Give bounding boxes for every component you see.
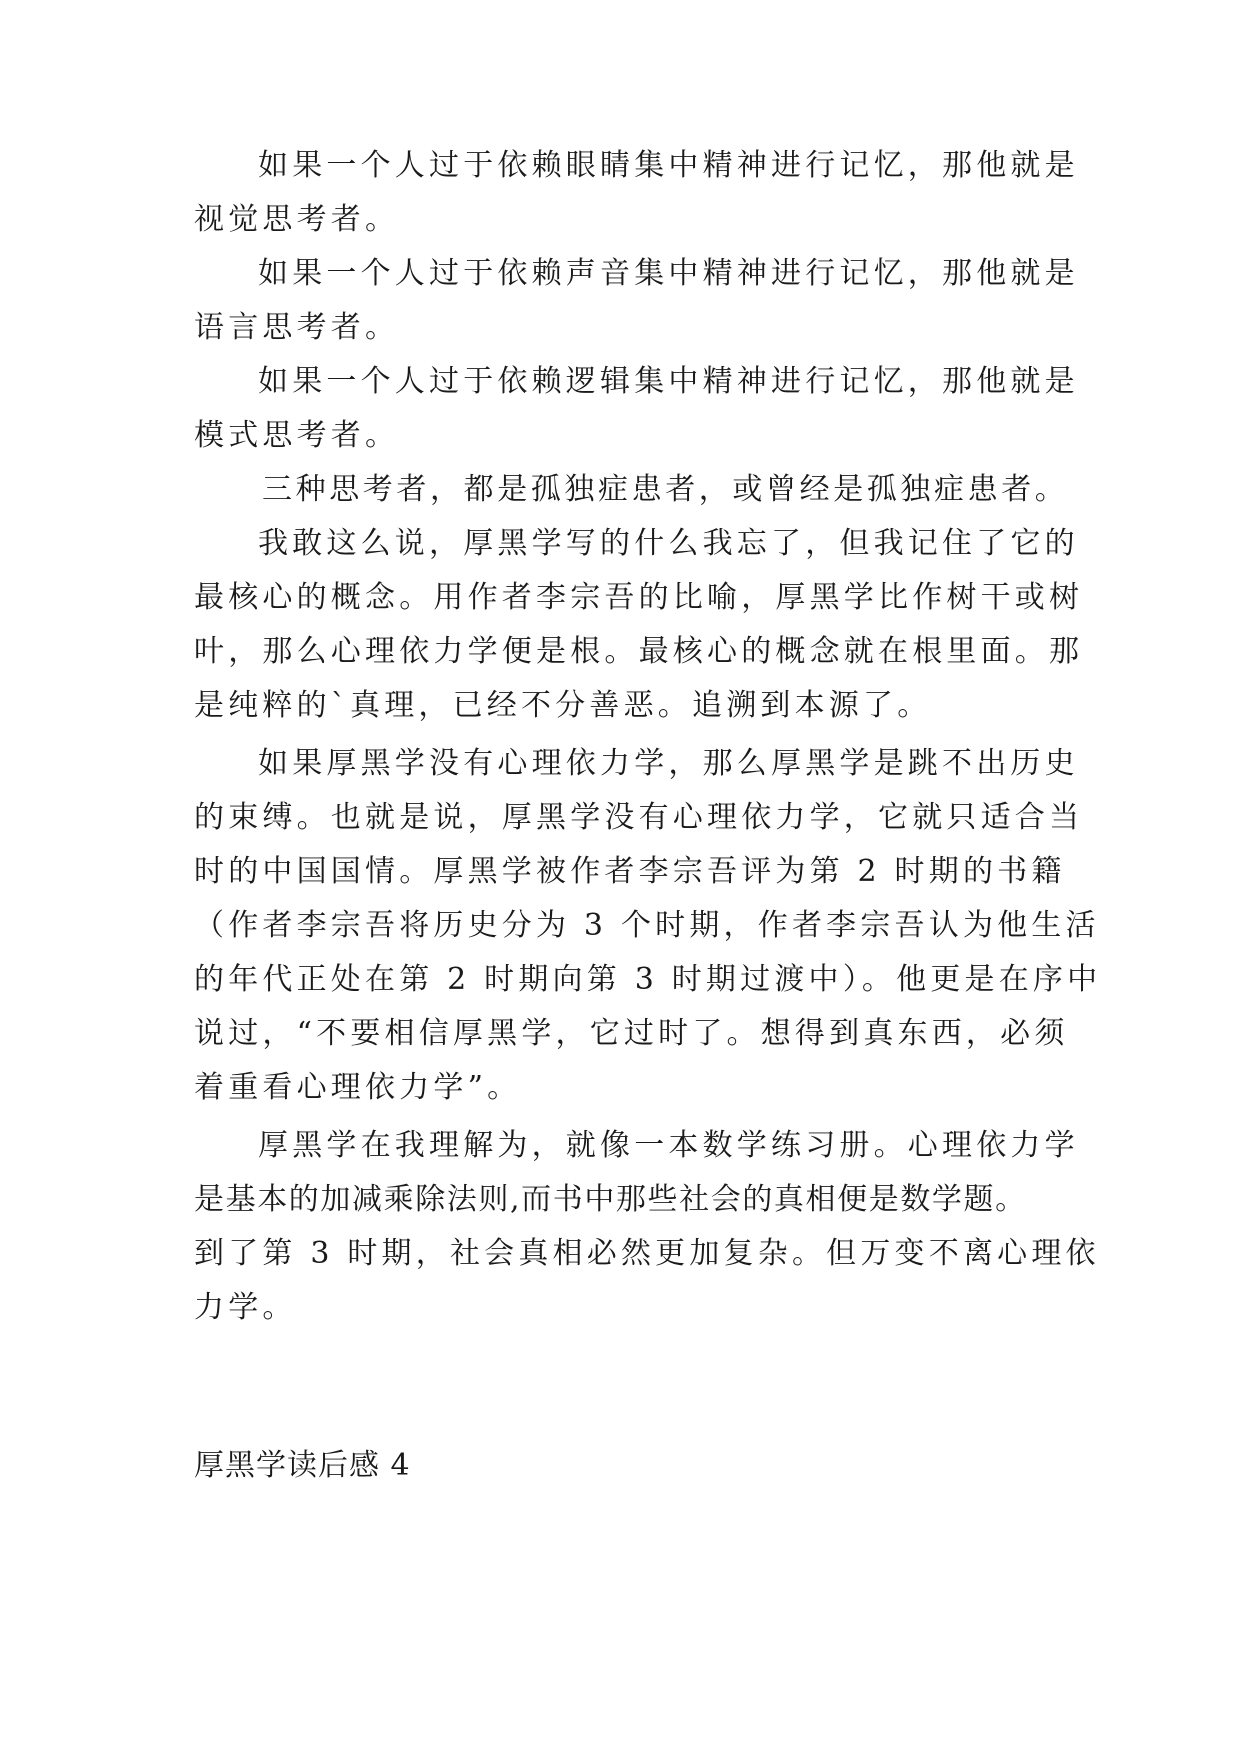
paragraph-7-line-3: 到了第 3 时期，社会真相必然更加复杂。但万变不离心理依 xyxy=(194,1236,1100,1271)
paragraph-6-line-7: 着重看心理依力学”。 xyxy=(194,1070,522,1105)
paragraph-4-line-1: 三种思考者，都是孤独症患者，或曾经是孤独症患者。 xyxy=(262,472,1069,507)
paragraph-6-line-2: 的束缚。也就是说，厚黑学没有心理依力学，它就只适合当 xyxy=(194,800,1084,835)
paragraph-5-line-3: 叶，那么心理依力学便是根。最核心的概念就在根里面。那 xyxy=(194,634,1084,669)
paragraph-3-line-1: 如果一个人过于依赖逻辑集中精神进行记忆，那他就是 xyxy=(258,364,1079,399)
paragraph-2-line-2: 语言思考者。 xyxy=(194,310,400,345)
paragraph-6-line-6: 说过，“不要相信厚黑学，它过时了。想得到真东西，必须 xyxy=(194,1016,1069,1051)
paragraph-6-line-4: （作者李宗吾将历史分为 3 个时期，作者李宗吾认为他生活 xyxy=(194,908,1100,943)
section-heading: 厚黑学读后感 4 xyxy=(194,1448,411,1483)
paragraph-5-line-1: 我敢这么说，厚黑学写的什么我忘了，但我记住了它的 xyxy=(258,526,1079,561)
paragraph-5-line-4: 是纯粹的`真理，已经不分善恶。追溯到本源了。 xyxy=(194,688,932,723)
paragraph-7-line-1: 厚黑学在我理解为，就像一本数学练习册。心理依力学 xyxy=(258,1128,1079,1163)
paragraph-6-line-1: 如果厚黑学没有心理依力学，那么厚黑学是跳不出历史 xyxy=(258,746,1079,781)
paragraph-3-line-2: 模式思考者。 xyxy=(194,418,400,453)
paragraph-7-line-4: 力学。 xyxy=(194,1290,297,1325)
paragraph-1-line-2: 视觉思考者。 xyxy=(194,202,400,237)
paragraph-2-line-1: 如果一个人过于依赖声音集中精神进行记忆，那他就是 xyxy=(258,256,1079,291)
paragraph-1-line-1: 如果一个人过于依赖眼睛集中精神进行记忆，那他就是 xyxy=(258,148,1079,183)
paragraph-6-line-3: 时的中国国情。厚黑学被作者李宗吾评为第 2 时期的书籍 xyxy=(194,854,1066,889)
paragraph-5-line-2: 最核心的概念。用作者李宗吾的比喻，厚黑学比作树干或树 xyxy=(194,580,1084,615)
paragraph-6-line-5: 的年代正处在第 2 时期向第 3 时期过渡中）。他更是在序中 xyxy=(194,962,1102,997)
paragraph-7-line-2: 是基本的加减乘除法则,而书中那些社会的真相便是数学题。 xyxy=(194,1182,1027,1217)
